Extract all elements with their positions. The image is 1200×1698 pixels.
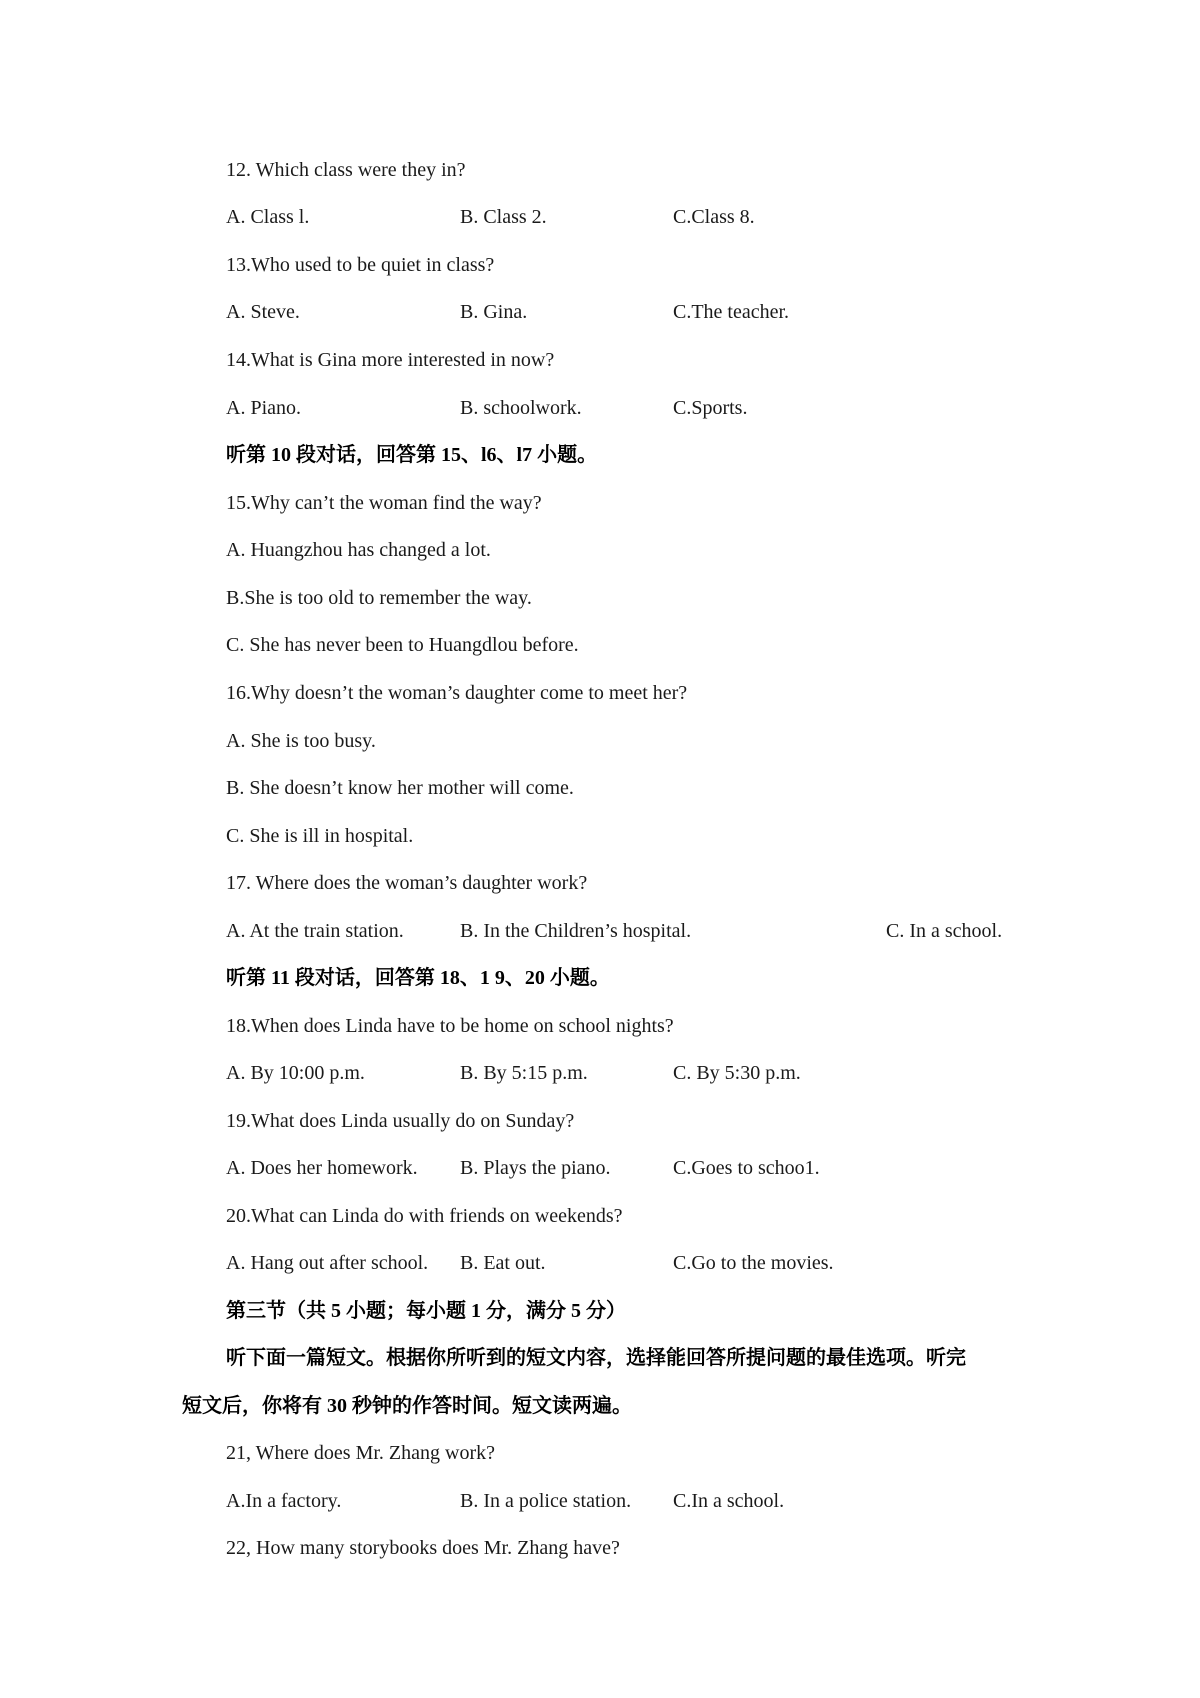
option-b: B. By 5:15 p.m. <box>460 1062 588 1084</box>
question-16-option-c: C. She is ill in hospital. <box>226 825 414 847</box>
option-b: B. In the Children’s hospital. <box>460 920 692 942</box>
part-3-heading: 第三节（共 5 小题；每小题 1 分，满分 5 分） <box>226 1300 626 1322</box>
section-11-heading: 听第 11 段对话，回答第 18、1 9、20 小题。 <box>226 967 610 989</box>
option-c: C.Sports. <box>673 397 748 419</box>
option-a: A. Piano. <box>226 397 301 419</box>
question-20: 20.What can Linda do with friends on weekends? <box>226 1205 623 1227</box>
question-15: 15.Why can’t the woman find the way? <box>226 492 542 514</box>
question-17: 17. Where does the woman’s daughter work? <box>226 872 588 894</box>
question-15-option-a: A. Huangzhou has changed a lot. <box>226 539 491 561</box>
question-22: 22, How many storybooks does Mr. Zhang have? <box>226 1537 620 1559</box>
question-21: 21, Where does Mr. Zhang work? <box>226 1442 496 1464</box>
option-a: A. By 10:00 p.m. <box>226 1062 365 1084</box>
option-a: A.In a factory. <box>226 1490 342 1512</box>
question-13: 13.Who used to be quiet in class? <box>226 254 495 276</box>
option-c: C.Go to the movies. <box>673 1252 834 1274</box>
option-c: C.In a school. <box>673 1490 785 1512</box>
option-b: B. In a police station. <box>460 1490 632 1512</box>
question-18: 18.When does Linda have to be home on school nights? <box>226 1015 674 1037</box>
question-16: 16.Why doesn’t the woman’s daughter come to meet her? <box>226 682 688 704</box>
option-a: A. At the train station. <box>226 920 404 942</box>
option-b: B. Class 2. <box>460 206 547 228</box>
question-14: 14.What is Gina more interested in now? <box>226 349 555 371</box>
part-3-instructions-line-1: 听下面一篇短文。根据你所听到的短文内容，选择能回答所提问题的最佳选项。听完 <box>226 1347 966 1369</box>
question-15-option-b: B.She is too old to remember the way. <box>226 587 532 609</box>
option-b: B. Gina. <box>460 301 528 323</box>
question-16-option-b: B. She doesn’t know her mother will come. <box>226 777 574 799</box>
option-a: A. Steve. <box>226 301 300 323</box>
option-b: B. schoolwork. <box>460 397 582 419</box>
option-a: A. Does her homework. <box>226 1157 418 1179</box>
option-b: B. Plays the piano. <box>460 1157 611 1179</box>
option-c: C. By 5:30 p.m. <box>673 1062 801 1084</box>
option-c: C. In a school. <box>886 920 1003 942</box>
part-3-instructions-line-2: 短文后，你将有 30 秒钟的作答时间。短文读两遍。 <box>182 1395 632 1417</box>
option-a: A. Class l. <box>226 206 310 228</box>
option-c: C.Class 8. <box>673 206 755 228</box>
option-b: B. Eat out. <box>460 1252 546 1274</box>
question-16-option-a: A. She is too busy. <box>226 730 376 752</box>
option-a: A. Hang out after school. <box>226 1252 429 1274</box>
question-12: 12. Which class were they in? <box>226 159 466 181</box>
option-c: C.Goes to schoo1. <box>673 1157 820 1179</box>
question-19: 19.What does Linda usually do on Sunday? <box>226 1110 575 1132</box>
section-10-heading: 听第 10 段对话，回答第 15、l6、l7 小题。 <box>226 444 598 466</box>
question-15-option-c: C. She has never been to Huangdlou before. <box>226 634 579 656</box>
option-c: C.The teacher. <box>673 301 790 323</box>
